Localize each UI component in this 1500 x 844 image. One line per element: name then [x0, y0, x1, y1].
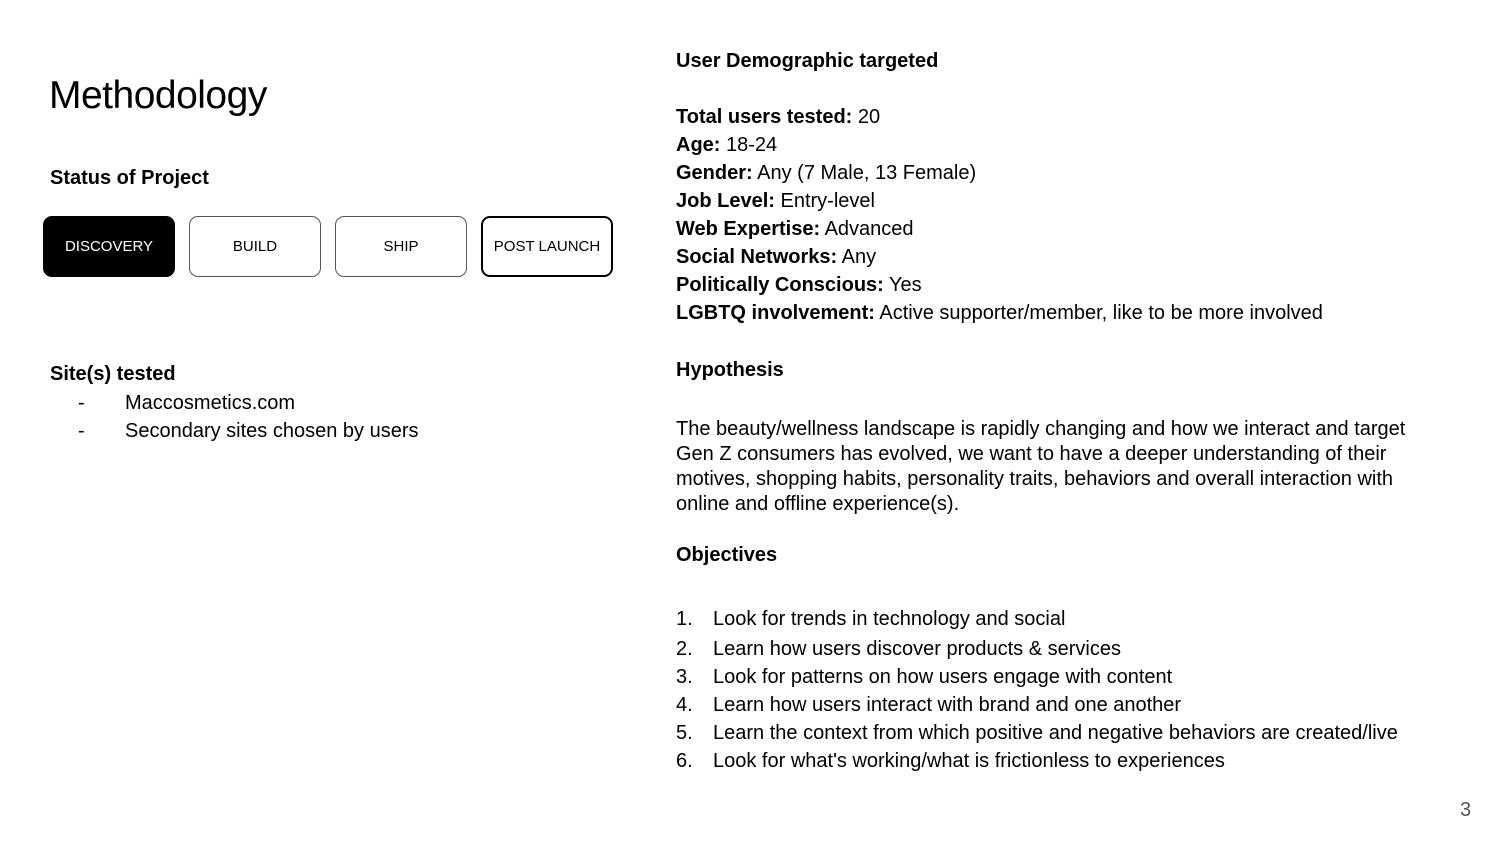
page-number: 3: [1460, 799, 1472, 821]
field-label: Politically Conscious:: [676, 274, 884, 296]
list-item: [676, 134, 1323, 162]
list-item: [676, 750, 1398, 778]
item-number: 1.: [676, 608, 693, 630]
field-value: Any: [837, 246, 877, 268]
item-number: 5.: [676, 722, 693, 744]
objectives-heading: Objectives: [676, 544, 778, 566]
status-heading: Status of Project: [50, 167, 209, 189]
stage-build: [189, 216, 321, 277]
list-item: [676, 666, 1398, 694]
stage-ship: [335, 216, 467, 277]
objectives-list: [676, 608, 1398, 778]
list-item: [676, 190, 1323, 218]
list-item: [676, 722, 1398, 750]
objective-text: Look for trends in technology and social: [713, 608, 1066, 630]
list-item: [78, 420, 419, 448]
field-value: Entry-level: [774, 190, 875, 212]
item-number: 2.: [676, 638, 693, 660]
list-item: [676, 638, 1398, 666]
demographic-heading: User Demographic targeted: [676, 50, 939, 72]
field-label: LGBTQ involvement:: [676, 302, 875, 324]
field-value: Any (7 Male, 13 Female): [752, 162, 977, 184]
objective-text: Look for what's working/what is frictionless to experiences: [713, 750, 1225, 772]
page-title: Methodology: [49, 74, 267, 117]
site-name: Secondary sites chosen by users: [125, 420, 419, 442]
bullet-dash: -: [78, 420, 85, 442]
field-value: 18-24: [720, 134, 778, 156]
list-item: [676, 274, 1323, 302]
list-item: [676, 608, 1398, 638]
demographic-list: [676, 106, 1323, 330]
sites-list: [78, 392, 419, 448]
stage-label: BUILD: [232, 238, 278, 255]
objective-text: Learn how users interact with brand and one another: [713, 694, 1182, 716]
stage-label: POST LAUNCH: [493, 238, 601, 255]
field-value: Yes: [883, 274, 922, 296]
list-item: [676, 106, 1323, 134]
stage-discovery: [43, 216, 175, 277]
field-label: Total users tested:: [676, 106, 853, 128]
hypothesis-text: The beauty/wellness landscape is rapidly changing and how we interact and target Gen Z consumers has evolved, we want to have a deeper understanding of their motives, shopping habits, personality traits, behaviors and overall interaction with online and offline experience(s).: [676, 418, 1406, 515]
field-label: Web Expertise:: [676, 218, 821, 240]
objective-text: Learn the context from which positive and negative behaviors are created/live: [713, 722, 1398, 744]
bullet-dash: -: [78, 392, 85, 414]
field-value: Advanced: [820, 218, 914, 240]
item-number: 3.: [676, 666, 693, 688]
item-number: 6.: [676, 750, 693, 772]
field-label: Age:: [676, 134, 721, 156]
list-item: [676, 246, 1323, 274]
list-item: [676, 694, 1398, 722]
sites-heading: Site(s) tested: [50, 363, 176, 385]
field-value: Active supporter/member, like to be more involved: [874, 302, 1323, 324]
objective-text: Learn how users discover products & services: [713, 638, 1121, 660]
list-item: [676, 218, 1323, 246]
stage-label: DISCOVERY: [64, 238, 154, 255]
list-item: [676, 302, 1323, 330]
site-name: Maccosmetics.com: [125, 392, 296, 414]
item-number: 4.: [676, 694, 693, 716]
stage-label: SHIP: [383, 238, 419, 255]
stage-post-launch: [481, 216, 613, 277]
field-label: Social Networks:: [676, 246, 838, 268]
field-label: Job Level:: [676, 190, 775, 212]
list-item: [78, 392, 419, 420]
field-label: Gender:: [676, 162, 753, 184]
objective-text: Look for patterns on how users engage with content: [713, 666, 1173, 688]
field-value: 20: [852, 106, 881, 128]
list-item: [676, 162, 1323, 190]
hypothesis-heading: Hypothesis: [676, 359, 784, 381]
